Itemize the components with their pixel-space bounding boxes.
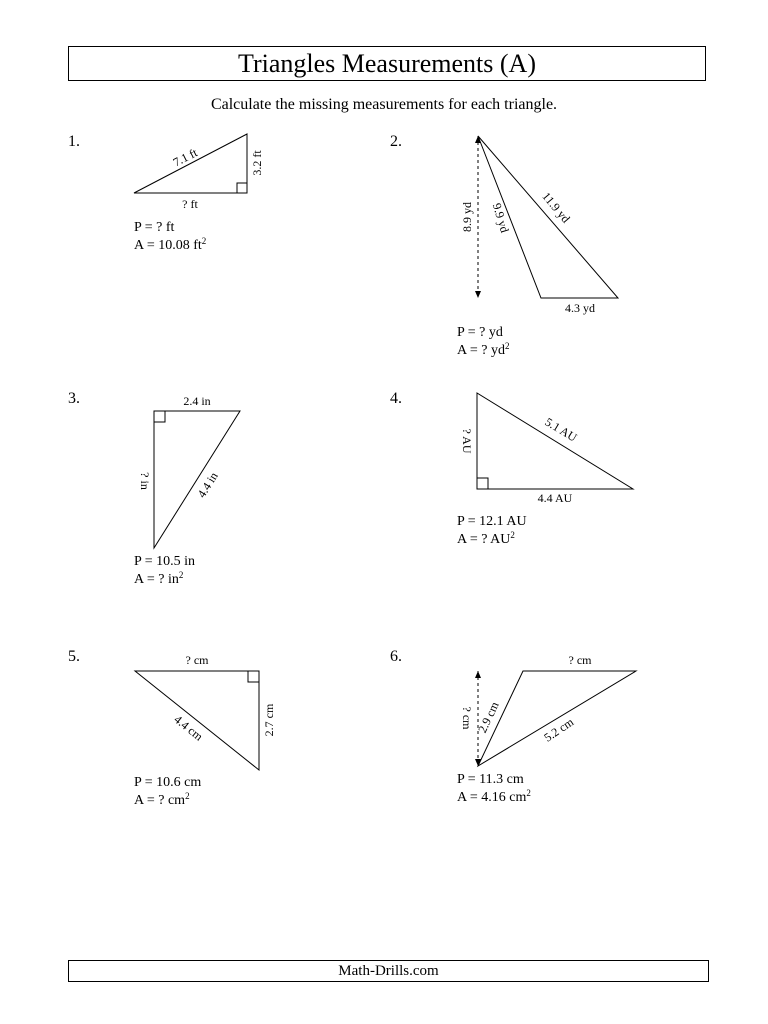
side-label: 3.2 ft — [250, 150, 264, 176]
side-label: 2.9 cm — [475, 699, 502, 736]
side-label: 8.9 yd — [460, 202, 474, 232]
area-text: A = 10.08 ft — [134, 238, 202, 253]
problem-number: 6. — [390, 648, 402, 665]
area — [134, 571, 195, 589]
perimeter: P = ? ft — [134, 220, 175, 235]
instructions: Calculate the missing measurements for each triangle. — [210, 96, 558, 113]
area — [457, 342, 509, 360]
area-text: A = ? in — [134, 572, 179, 587]
side-label: 5.1 AU — [542, 414, 580, 445]
perimeter: P = 10.6 cm — [134, 775, 202, 790]
area-exponent: 2 — [504, 341, 510, 351]
problem-number: 3. — [68, 390, 80, 407]
triangle-5 — [135, 671, 259, 770]
area — [457, 531, 527, 549]
area-exponent: 2 — [201, 236, 207, 246]
side-label: ? in — [138, 472, 152, 490]
perimeter-area — [134, 774, 201, 810]
arrowhead — [475, 136, 481, 143]
side-label: 4.3 yd — [565, 301, 595, 315]
area-exponent: 2 — [185, 791, 190, 801]
perimeter: P = 11.3 cm — [457, 772, 524, 787]
area-text: A = ? yd — [457, 343, 505, 358]
arrowhead — [475, 671, 481, 678]
triangle-6 — [478, 671, 636, 766]
side-label: 7.1 ft — [170, 145, 200, 170]
side-label: 2.7 cm — [262, 703, 276, 737]
perimeter: P = 10.5 in — [134, 554, 196, 569]
footer: Math-Drills.com — [68, 960, 709, 982]
area-text: A = 4.16 cm — [457, 790, 527, 805]
perimeter-area — [134, 553, 195, 589]
area — [134, 792, 201, 810]
right-angle-marker — [477, 478, 488, 489]
side-label: 9.9 yd — [489, 201, 512, 235]
right-angle-marker — [237, 183, 247, 193]
problem-number: 1. — [68, 133, 80, 150]
perimeter-area — [457, 771, 531, 807]
side-label: 5.2 cm — [541, 714, 577, 745]
perimeter-area — [457, 513, 527, 549]
perimeter-area — [134, 219, 206, 255]
area-text: A = ? AU — [457, 532, 511, 547]
problem-number: 5. — [68, 648, 80, 665]
area — [457, 789, 531, 807]
triangle-3 — [154, 411, 240, 548]
side-label: ? cm — [460, 706, 474, 730]
perimeter-area — [457, 324, 509, 360]
problem-number: 2. — [390, 133, 402, 150]
side-label: 2.4 in — [183, 394, 211, 408]
side-label: 11.9 yd — [539, 189, 573, 226]
side-label: 4.4 in — [194, 469, 221, 501]
triangle-1 — [134, 134, 247, 193]
right-angle-marker — [154, 411, 165, 422]
arrowhead — [475, 291, 481, 298]
side-label: ? cm — [568, 653, 592, 667]
area-text: A = ? cm — [134, 793, 186, 808]
area-exponent: 2 — [510, 530, 515, 540]
side-label: ? cm — [185, 653, 209, 667]
area-exponent: 2 — [178, 570, 184, 580]
area — [134, 237, 206, 255]
problem-number: 4. — [390, 390, 402, 407]
side-label: ? AU — [460, 428, 474, 454]
perimeter: P = ? yd — [457, 325, 503, 340]
area-exponent: 2 — [526, 788, 531, 798]
side-label: 4.4 cm — [171, 712, 206, 744]
worksheet-title: Triangles Measurements (A) — [68, 46, 706, 81]
right-angle-marker — [248, 671, 259, 682]
side-label: 4.4 AU — [537, 491, 573, 505]
perimeter: P = 12.1 AU — [457, 514, 527, 529]
triangle-4 — [477, 393, 633, 489]
side-label: ? ft — [182, 197, 198, 211]
